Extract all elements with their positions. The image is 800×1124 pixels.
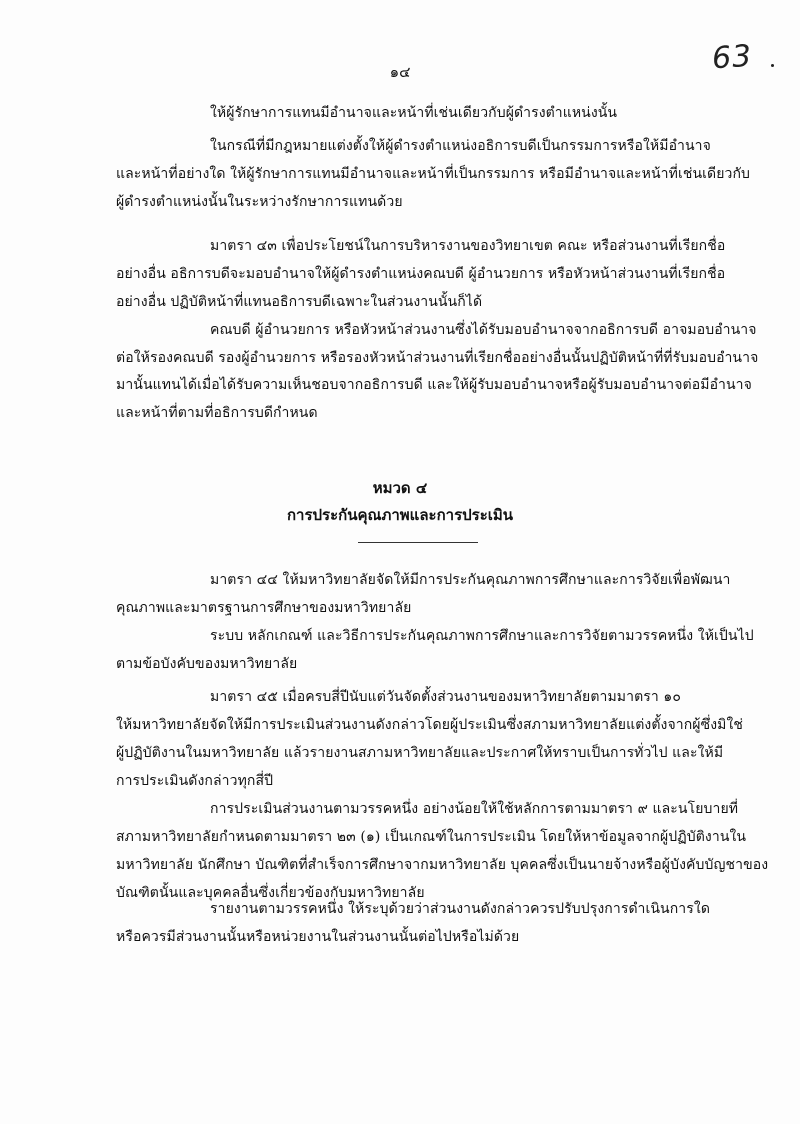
paragraph-line: ต่อให้รองคณบดี รองผู้อำนวยการ หรือรองหัวหน้าส่วนงานที่เรียกชื่ออย่างอื่นนั้นปฏิบัติหน้าที่ที่รับมอบอำนาจ [116, 350, 759, 366]
paragraph-line: ระบบ หลักเกณฑ์ และวิธีการประกันคุณภาพการศึกษาและการวิจัยตามวรรคหนึ่ง ให้เป็นไป [210, 628, 754, 644]
paragraph-line: มหาวิทยาลัย นักศึกษา บัณฑิตที่สำเร็จการศึกษาจากมหาวิทยาลัย บุคคลซึ่งเป็นนายจ้างหรือผู้บังคับบัญชาของ [116, 857, 769, 873]
section-45-line: การประเมินดังกล่าวทุกสี่ปี [116, 773, 274, 789]
section-44-line: มาตรา ๔๔ ให้มหาวิทยาลัยจัดให้มีการประกันคุณภาพการศึกษาและการวิจัยเพื่อพัฒนา [210, 572, 731, 588]
chapter-title: หมวด ๔ [372, 479, 428, 497]
section-44-line: คุณภาพและมาตรฐานการศึกษาของมหาวิทยาลัย [116, 600, 412, 616]
paragraph-line: สภามหาวิทยาลัยกำหนดตามมาตรา ๒๓ (๑) เป็นเกณฑ์ในการประเมิน โดยให้หาข้อมูลจากผู้ปฏิบัติงานใน [116, 829, 747, 845]
section-45-line: มาตรา ๔๕ เมื่อครบสี่ปีนับแต่วันจัดตั้งส่วนงานของมหาวิทยาลัยตามมาตรา ๑๐ [210, 689, 682, 705]
paragraph-line: ในกรณีที่มีกฎหมายแต่งตั้งให้ผู้ดำรงตำแหน่งอธิการบดีเป็นกรรมการหรือให้มีอำนาจ [210, 138, 711, 154]
paragraph-line: ให้ผู้รักษาการแทนมีอำนาจและหน้าที่เช่นเดียวกับผู้ดำรงตำแหน่งนั้น [210, 105, 618, 121]
paragraph-line: และหน้าที่อย่างใด ให้ผู้รักษาการแทนมีอำนาจและหน้าที่เป็นกรรมการ หรือมีอำนาจและหน้าที่เช่นเดียวกับ [116, 166, 751, 182]
paragraph-line: การประเมินส่วนงานตามวรรคหนึ่ง อย่างน้อยให้ใช้หลักการตามมาตรา ๙ และนโยบายที่ [210, 801, 739, 817]
heading-divider [358, 542, 478, 543]
page-number: ๑๔ [389, 63, 411, 81]
section-43-line: มาตรา ๔๓ เพื่อประโยชน์ในการบริหารงานของวิทยาเขต คณะ หรือส่วนงานที่เรียกชื่อ [210, 238, 726, 254]
paragraph-line: ตามข้อบังคับของมหาวิทยาลัย [116, 656, 298, 672]
paragraph-line: ผู้ดำรงตำแหน่งนั้นในระหว่างรักษาการแทนด้วย [116, 194, 403, 210]
section-43-line: อย่างอื่น ปฏิบัติหน้าที่แทนอธิการบดีเฉพาะในส่วนงานนั้นก็ได้ [116, 294, 483, 310]
section-43-line: อย่างอื่น อธิการบดีจะมอบอำนาจให้ผู้ดำรงตำแหน่งคณบดี ผู้อำนวยการ หรือหัวหน้าส่วนงานที่เรียกชื่อ [116, 266, 726, 282]
paragraph-line: รายงานตามวรรคหนึ่ง ให้ระบุด้วยว่าส่วนงานดังกล่าวควรปรับปรุงการดำเนินการใด [210, 901, 711, 917]
paragraph-line: และหน้าที่ตามที่อธิการบดีกำหนด [116, 405, 318, 421]
paragraph-line: บัณฑิตนั้นและบุคคลอื่นซึ่งเกี่ยวข้องกับมหาวิทยาลัย [116, 885, 425, 901]
handwritten-page-number: 63 [710, 38, 754, 77]
paragraph-line: หรือควรมีส่วนงานนั้นหรือหน่วยงานในส่วนงานนั้นต่อไปหรือไม่ด้วย [116, 929, 520, 945]
section-45-line: ให้มหาวิทยาลัยจัดให้มีการประเมินส่วนงานดังกล่าวโดยผู้ประเมินซึ่งสภามหาวิทยาลัยแต่งตั้งจากผู้ซึ่งมิใช่ [116, 717, 744, 733]
paragraph-line: คณบดี ผู้อำนวยการ หรือหัวหน้าส่วนงานซึ่งได้รับมอบอำนาจจากอธิการบดี อาจมอบอำนาจ [210, 322, 757, 338]
paragraph-line: มานั้นแทนได้เมื่อได้รับความเห็นชอบจากอธิการบดี และให้ผู้รับมอบอำนาจหรือผู้รับมอบอำนาจต่อมีอำนาจ [116, 377, 752, 393]
chapter-subtitle: การประกันคุณภาพและการประเมิน [286, 506, 514, 524]
section-45-line: ผู้ปฏิบัติงานในมหาวิทยาลัย แล้วรายงานสภามหาวิทยาลัยและประกาศให้ทราบเป็นการทั่วไป และให้มี [116, 745, 724, 761]
